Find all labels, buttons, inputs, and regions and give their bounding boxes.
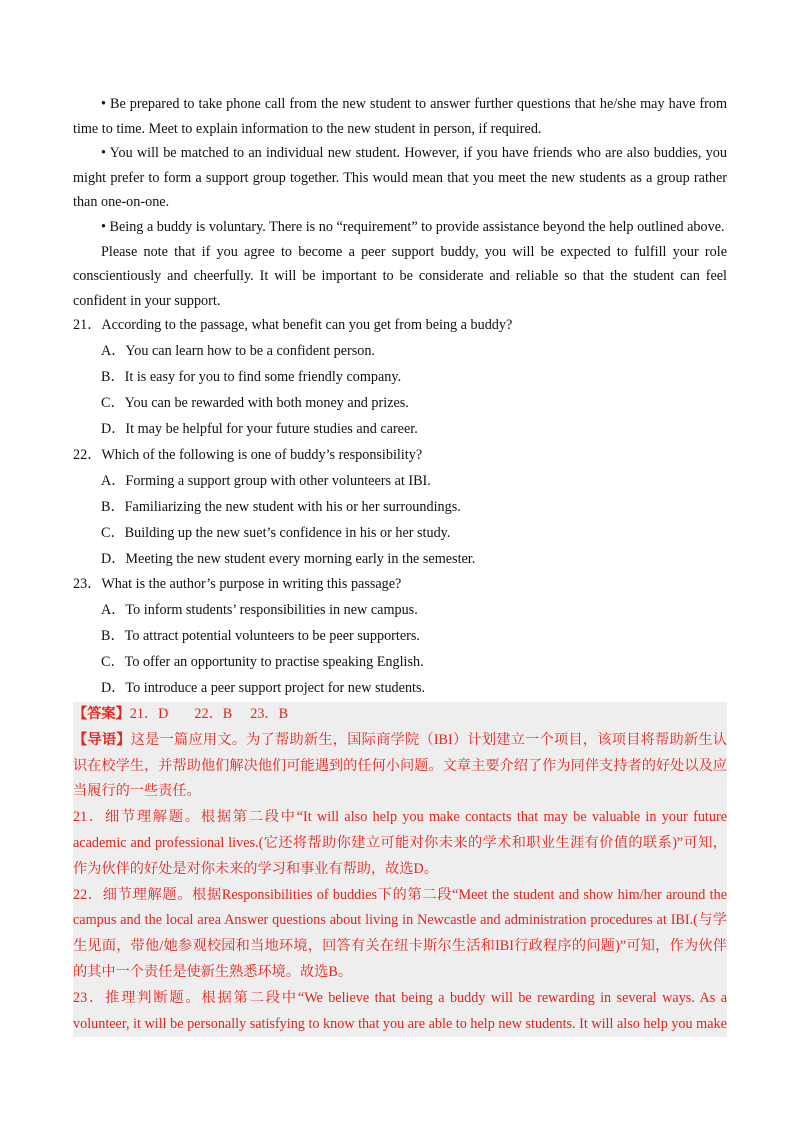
option-d: D．It may be helpful for your future studies and career. [101,420,418,437]
explanation-21: 21．细节理解题。根据第二段中“It will also help you make contacts that may be valuable in your future academic and professional lives.(它还将帮助你建立可能对你未来的学术和职业生涯有价值的联系)”可知，作为伙伴的好处是对你未来的学习和事业有帮助，故选D。 [73,809,727,877]
guide-label: 【导语】 [73,731,131,748]
question-21 [73,313,727,443]
question-stem: 23．What is the author’s purpose in writing this passage? [73,576,402,593]
option-a: A．To inform students’ responsibilities in new campus. [101,602,418,619]
answer-22: 22．B [194,705,233,722]
explanation-22: 22．细节理解题。根据Responsibilities of buddies下的第二段“Meet the student and show him/her around the campus and the local area Answer questions about living in Newcastle and administration procedures at IBI.(与学生见面，带他/她参观校园和当地环境，回答有关在纽卡斯尔生活和IBI行政程序的问题)”可知，作为伙伴的其中一个责任是使新生熟悉环境。故选B。 [73,886,727,980]
answer-line [73,702,727,728]
answer-explanation-block [73,702,727,1037]
option-c: C．To offer an opportunity to practise speaking English. [101,654,424,671]
option-b: B．To attract potential volunteers to be peer supporters. [101,628,420,645]
question-stem: 22．Which of the following is one of buddy’s responsibility? [73,446,423,463]
answer-21: 21．D [129,705,169,722]
guide-text: 这是一篇应用文。为了帮助新生，国际商学院（IBI）计划建立一个项目，该项目将帮助新生认识在校学生，并帮助他们解决他们可能遇到的任何小问题。文章主要介绍了作为同伴支持者的好处以及应当履行的一些责任。 [73,731,727,800]
option-a: A．You can learn how to be a confident person. [101,343,375,360]
option-d: D．To introduce a peer support project for new students. [101,680,426,697]
passage-paragraph: • Be prepared to take phone call from the new student to answer further questions that he/she may have from time to time. Meet to explain information to the new student in person, if required. [73,96,727,137]
option-b: B．Familiarizing the new student with his or her surroundings. [101,498,461,515]
question-22 [73,443,727,573]
option-d: D．Meeting the new student every morning early in the semester. [101,550,476,567]
answer-23: 23．B [250,705,289,722]
document-page [73,92,727,1037]
answer-label: 【答案】 [73,705,130,722]
question-23 [73,572,727,702]
question-stem: 21．According to the passage, what benefit can you get from being a buddy? [73,317,513,334]
passage-paragraph: • You will be matched to an individual new student. However, if you have friends who are also buddies, you might prefer to form a support group together. This would mean that you meet the new students as a group rather than one-on-one. [73,145,727,211]
passage-paragraph: • Being a buddy is voluntary. There is no “requirement” to provide assistance beyond the help outlined above. [101,218,725,235]
option-c: C．Building up the new suet’s confidence in his or her study. [101,524,451,541]
passage-paragraph: Please note that if you agree to become a peer support buddy, you will be expected to fulfill your role conscientiously and cheerfully. It will be important to be considerate and reliable so that the student can feel confident in your support. [73,243,727,309]
option-b: B．It is easy for you to find some friendly company. [101,369,402,386]
option-c: C．You can be rewarded with both money and prizes. [101,395,409,412]
option-a: A．Forming a support group with other volunteers at IBI. [101,472,431,489]
guide-paragraph [73,728,727,805]
explanation-23: 23．推理判断题。根据第二段中“We believe that being a buddy will be rewarding in several ways. As a volunteer, it will be personally satisfying to know that you are able to help new students. It will also help you make [73,989,727,1032]
